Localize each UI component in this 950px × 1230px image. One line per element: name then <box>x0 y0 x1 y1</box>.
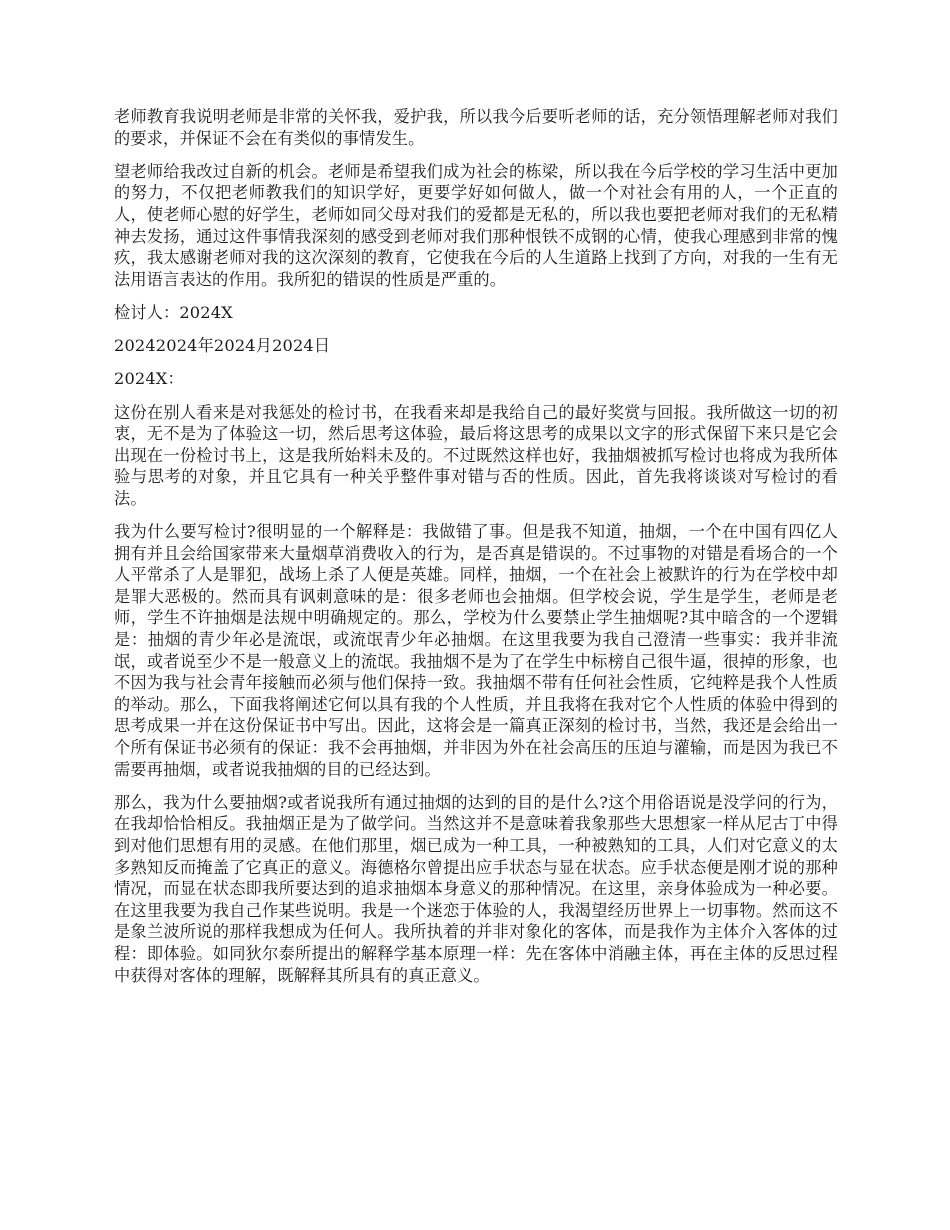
paragraph-intro-reflection: 这份在别人看来是对我惩处的检讨书，在我看来却是我给自己的最好奖赏与回报。我所做这一切的初衷，无不是为了体验这一切，然后思考这体验，最后将这思考的成果以文字的形式保留下来只是它会出现在一份检讨书上，这是我所始料未及的。不过既然这样也好，我抽烟被抓写检讨也将成为我所体验与思考的对象，并且它具有一种关乎整件事对错与否的性质。因此，首先我将谈谈对写检讨的看法。 <box>114 402 838 508</box>
paragraph-chance-to-reform: 望老师给我改过自新的机会。老师是希望我们成为社会的栋梁，所以我在今后学校的学习生活中更加的努力，不仅把老师教我们的知识学好，更要学好如何做人，做一个对社会有用的人，一个正直的人，使老师心慰的好学生，老师如同父母对我们的爱都是无私的，所以我也要把老师对我们的无私精神去发扬，通过这件事情我深刻的感受到老师对我们那种恨铁不成钢的心情，使我心理感到非常的愧疚，我太感谢老师对我的这次深刻的教育，它使我在今后的人生道路上找到了方向，对我的一生有无法用语言表达的作用。我所犯的错误的性质是严重的。 <box>114 161 838 289</box>
signature-line: 检讨人：2024X <box>114 302 233 322</box>
paragraph-teacher-care: 老师教育我说明老师是非常的关怀我，爱护我，所以我今后要听老师的话，充分领悟理解老师对我们的要求，并保证不会在有类似的事情发生。 <box>114 107 838 148</box>
date-line: 20242024年2024月2024日 <box>114 336 331 356</box>
paragraph-why-smoke: 那么，我为什么要抽烟?或者说我所有通过抽烟的达到的目的是什么?这个用俗语说是没学问的行为，在我却恰恰相反。我抽烟正是为了做学问。当然这并不是意味着我象那些大思想家一样从尼古丁中得到对他们思想有用的灵感。在他们那里，烟已成为一种工具，一种被熟知的工具，人们对它意义的太多熟知反而掩盖了它真正的意义。海德格尔曾提出应手状态与显在状态。应手状态便是刚才说的那种情况，而显在状态即我所要达到的追求抽烟本身意义的那种情况。在这里，亲身体验成为一种必要。在这里我要为我自己作某些说明。我是一个迷恋于体验的人，我渴望经历世界上一切事物。然而这不是象兰波所说的那样我想成为任何人。我所执着的并非对象化的客体，而是我作为主体介入客体的过程：即体验。如同狄尔泰所提出的解释学基本原理一样：先在客体中消融主体，再在主体的反思过程中获得对客体的理解，既解释其所具有的真正意义。 <box>114 792 838 985</box>
document-page <box>114 106 838 998</box>
paragraph-why-write: 我为什么要写检讨?很明显的一个解释是：我做错了事。但是我不知道，抽烟，一个在中国有四亿人拥有并且会给国家带来大量烟草消费收入的行为，是否真是错误的。不过事物的对错是看场合的一个人平常杀了人是罪犯，战场上杀了人便是英雄。同样，抽烟，一个在社会上被默许的行为在学校中却是罪大恶极的。然而具有讽刺意味的是：很多老师也会抽烟。但学校会说，学生是学生，老师是老师，学生不许抽烟是法规中明确规定的。那么，学校为什么要禁止学生抽烟呢?其中暗含的一个逻辑是：抽烟的青少年必是流氓，或流氓青少年必抽烟。在这里我要为我自己澄清一些事实：我并非流氓，或者说至少不是一般意义上的流氓。我抽烟不是为了在学生中标榜自己很牛逼，很掉的形象，也不因为我与社会青年接触而必须与他们保持一致。我抽烟不带有任何社会性质，它纯粹是我个人性质的举动。那么，下面我将阐述它何以具有我的个人性质，并且我将在我对它个人性质的体验中得到的思考成果一并在这份保证书中写出。因此，这将会是一篇真正深刻的检讨书，当然，我还是会给出一个所有保证书必须有的保证：我不会再抽烟，并非因为外在社会高压的压迫与灌输，而是因为我已不需要再抽烟，或者说我抽烟的目的已经达到。 <box>114 522 838 779</box>
salutation: 2024X： <box>114 369 184 389</box>
